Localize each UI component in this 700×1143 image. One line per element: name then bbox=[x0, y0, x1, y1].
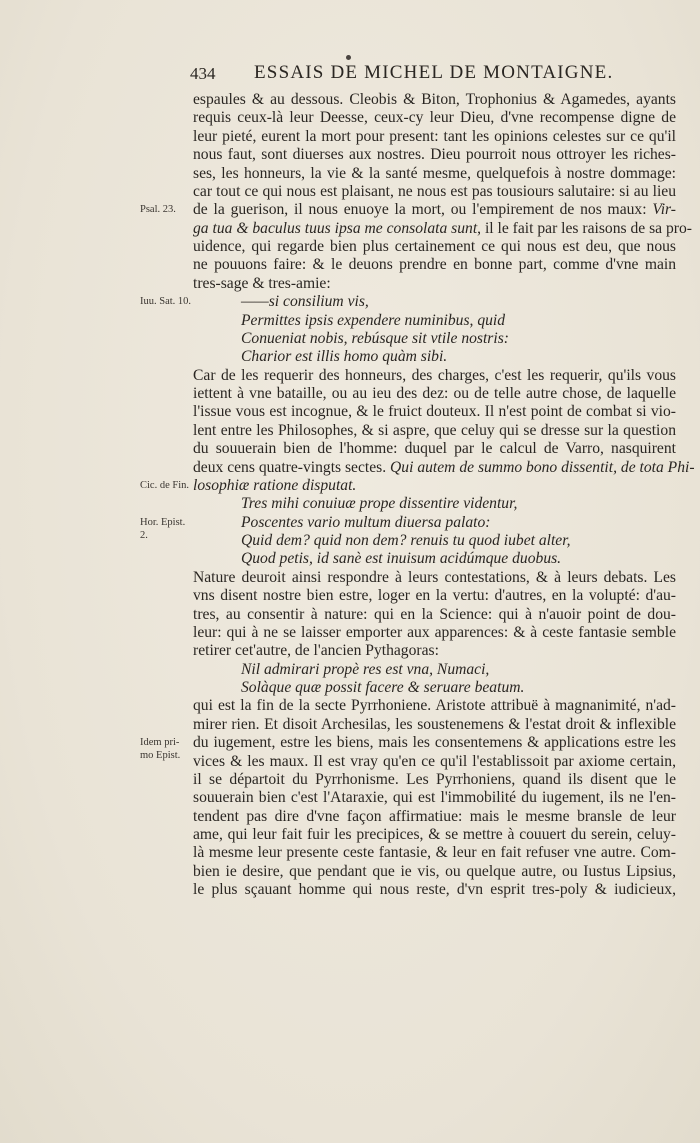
text-segment: , il le fait par les raisons de sa pro- bbox=[477, 219, 692, 237]
text-segment: tres-sage & tres-amie: bbox=[193, 274, 331, 292]
text-segment: il se départoit du Pyrrhonisme. Les Pyrrhoniens, quand ils disent que le bbox=[193, 770, 676, 788]
text-segment: vices & les maux. Il est vray qu'en ce qu'il l'establissoit par axiome certain, bbox=[193, 752, 676, 770]
text-segment: deux cens quatre-vingts sectes. bbox=[193, 458, 391, 476]
text-line bbox=[193, 458, 695, 477]
text-line bbox=[193, 440, 676, 458]
text-line bbox=[193, 881, 676, 899]
text-line bbox=[193, 587, 676, 605]
text-segment: retirer cet'autre, de l'ancien Pythagoras: bbox=[193, 642, 439, 660]
text-segment: bien ie desire, que pendant que ie vis, ou quelque autre, ou Iustus Lipsius, bbox=[193, 862, 676, 880]
body-text bbox=[193, 91, 695, 900]
text-line bbox=[193, 385, 676, 403]
margin-note: Hor. Epist. 2. bbox=[140, 516, 186, 541]
text-segment: tres, au consentir à nature: qui en la Science: qui à n'auoir point de dou- bbox=[193, 605, 676, 623]
text-line bbox=[193, 403, 676, 421]
verse-line bbox=[193, 661, 676, 679]
text-segment: mirer rien. Et disoit Archesilas, les soustenemens & l'estat droit & inflexible bbox=[193, 715, 676, 733]
text-segment: leur pieté, eurent la mort pour present: tant les opinions celestes sur ce qu'il bbox=[193, 127, 676, 145]
text-segment: ——si consilium vis, bbox=[241, 293, 369, 311]
text-segment: de la guerison, il nous enuoye la mort, ou l'empirement de nos maux: bbox=[193, 201, 653, 219]
text-line bbox=[193, 477, 676, 495]
text-line bbox=[193, 606, 676, 624]
text-line bbox=[193, 275, 676, 293]
text-segment: vns disent nostre bien estre, loger en la vertu: d'autres, en la volupté: d'au- bbox=[193, 587, 676, 605]
text-line bbox=[193, 183, 676, 201]
printer-mark-dot bbox=[346, 55, 351, 60]
text-line bbox=[193, 863, 676, 881]
margin-note: Cic. de Fin. bbox=[140, 479, 189, 491]
text-segment: là mesme leur presente ceste fantasie, & leur en fait refuser vne autre. Com- bbox=[193, 844, 676, 862]
verse-line bbox=[193, 330, 676, 348]
text-segment: tendent pas dire d'vne façon affirmatiue: mais le mesme bransle de leur bbox=[193, 807, 676, 825]
verse-line bbox=[193, 348, 676, 366]
text-line bbox=[193, 716, 676, 734]
text-segment: car tout ce qui nous est plaisant, ne nous est pas tousiours salutaire: si au lieu bbox=[193, 182, 676, 200]
text-line bbox=[193, 256, 676, 274]
text-line bbox=[193, 771, 676, 789]
text-segment: requis ceux-là leur Deesse, ceux-cy leur Dieu, d'vne recompense digne de bbox=[193, 109, 676, 127]
verse-line bbox=[193, 495, 676, 513]
verse-line bbox=[193, 550, 676, 568]
verse-line bbox=[193, 312, 676, 330]
text-segment: le plus sçauant homme qui nous reste, d'vn esprit tres-poly & iudicieux, bbox=[193, 881, 676, 899]
text-line bbox=[193, 826, 676, 844]
text-line bbox=[193, 753, 676, 771]
text-line bbox=[193, 697, 676, 715]
verse-line bbox=[193, 514, 676, 532]
text-line bbox=[193, 238, 676, 256]
text-segment: nous faut, sont diuerses aux nostres. Dieu pourroit nous ottroyer les riches- bbox=[193, 146, 676, 164]
text-segment: Tres mihi conuiuæ prope dissentire videntur, bbox=[241, 495, 518, 513]
text-segment: souuerain bien c'est l'Ataraxie, qui est l'immobilité du iugement, ils ne l'en- bbox=[193, 789, 676, 807]
text-segment: Charior est illis homo quàm sibi. bbox=[241, 348, 448, 366]
text-line bbox=[193, 91, 676, 109]
margin-note: Iuu. Sat. 10. bbox=[140, 296, 192, 308]
text-line bbox=[193, 422, 676, 440]
text-segment: ame, qui leur fait fuir les precipices, & se mettre à couuert du serein, celuy- bbox=[193, 826, 676, 843]
verse-line bbox=[193, 679, 676, 697]
text-segment: Nature deuroit ainsi respondre à leurs contestations, & à leurs debats. Les bbox=[193, 568, 676, 586]
text-segment: uidence, qui regarde bien plus certainement ce qui nous est deu, que nous bbox=[193, 238, 676, 255]
text-segment: du iugement, estre les biens, mais les consentemens & applications estre les bbox=[193, 734, 676, 752]
text-line bbox=[193, 642, 676, 660]
latin-quote: Vir- bbox=[652, 201, 676, 219]
text-segment: l'issue vous est incognue, & le fruict douteux. Il n'est point de combat si vio- bbox=[193, 403, 676, 421]
text-line bbox=[193, 808, 676, 826]
text-line bbox=[193, 146, 676, 164]
text-segment: iettent à vne bataille, ou au ieu des dez: ou de telle autre chose, de laquelle bbox=[193, 385, 676, 402]
text-segment: Quod petis, id sanè est inuisum acidúmque duobus. bbox=[241, 550, 562, 568]
text-line bbox=[193, 844, 676, 862]
text-segment: du souuerain bien de l'homme: duquel par le calcul de Varro, nasquirent bbox=[193, 440, 676, 458]
text-line bbox=[193, 569, 676, 587]
text-segment: ses, les honneurs, la vie & la santé mesme, quelquefois à nostre dommage: bbox=[193, 164, 676, 182]
text-segment: Car de les requerir des honneurs, des charges, c'est les requerir, qu'ils vous bbox=[193, 366, 676, 384]
text-segment: Nil admirari propè res est vna, Numaci, bbox=[241, 660, 490, 678]
verse-line bbox=[193, 293, 676, 311]
text-line bbox=[193, 109, 676, 127]
running-title: ESSAIS DE MICHEL DE MONTAIGNE. bbox=[254, 62, 614, 83]
text-line bbox=[193, 624, 676, 642]
text-segment: Poscentes vario multum diuersa palato: bbox=[241, 513, 491, 531]
text-line bbox=[193, 128, 676, 146]
text-line bbox=[193, 789, 676, 807]
verse-line bbox=[193, 532, 676, 550]
margin-note: Idem pri- mo Epist. bbox=[140, 737, 181, 762]
text-line bbox=[193, 165, 676, 183]
latin-quote: losophiæ ratione disputat. bbox=[193, 476, 357, 494]
text-line bbox=[193, 367, 676, 385]
text-segment: ne pouuons faire: & le deuons prendre en bonne part, comme d'vne main bbox=[193, 256, 676, 274]
text-line bbox=[193, 734, 676, 752]
text-segment: lent entre les Philosophes, & si aspre, que celuy qui se dresse sur la question bbox=[193, 421, 676, 439]
latin-quote: Qui autem de summo bono dissentit, de tota Phi- bbox=[390, 458, 695, 476]
margin-note: Psal. 23. bbox=[140, 204, 176, 216]
text-segment: espaules & au dessous. Cleobis & Biton, Trophonius & Agamedes, ayants bbox=[193, 91, 676, 108]
text-segment: Solàque quæ possit facere & seruare beatum. bbox=[241, 679, 525, 696]
text-segment: leur: qui à ne se laisser emporter aux apparences: & à ceste fantasie semble bbox=[193, 623, 676, 641]
text-segment: qui est la fin de la secte Pyrrhoniene. Aristote attribuë à magnanimité, n'ad- bbox=[193, 697, 676, 715]
running-head bbox=[190, 62, 660, 88]
text-segment: Quid dem? quid non dem? renuis tu quod iubet alter, bbox=[241, 532, 571, 549]
text-line bbox=[193, 201, 676, 219]
text-segment: Permittes ipsis expendere numinibus, quid bbox=[241, 311, 506, 329]
text-segment: Conueniat nobis, rebúsque sit vtile nostris: bbox=[241, 329, 509, 347]
page-number: 434 bbox=[190, 64, 216, 83]
latin-quote: ga tua & baculus tuus ipsa me consolata sunt bbox=[193, 219, 478, 237]
text-line bbox=[193, 219, 692, 238]
